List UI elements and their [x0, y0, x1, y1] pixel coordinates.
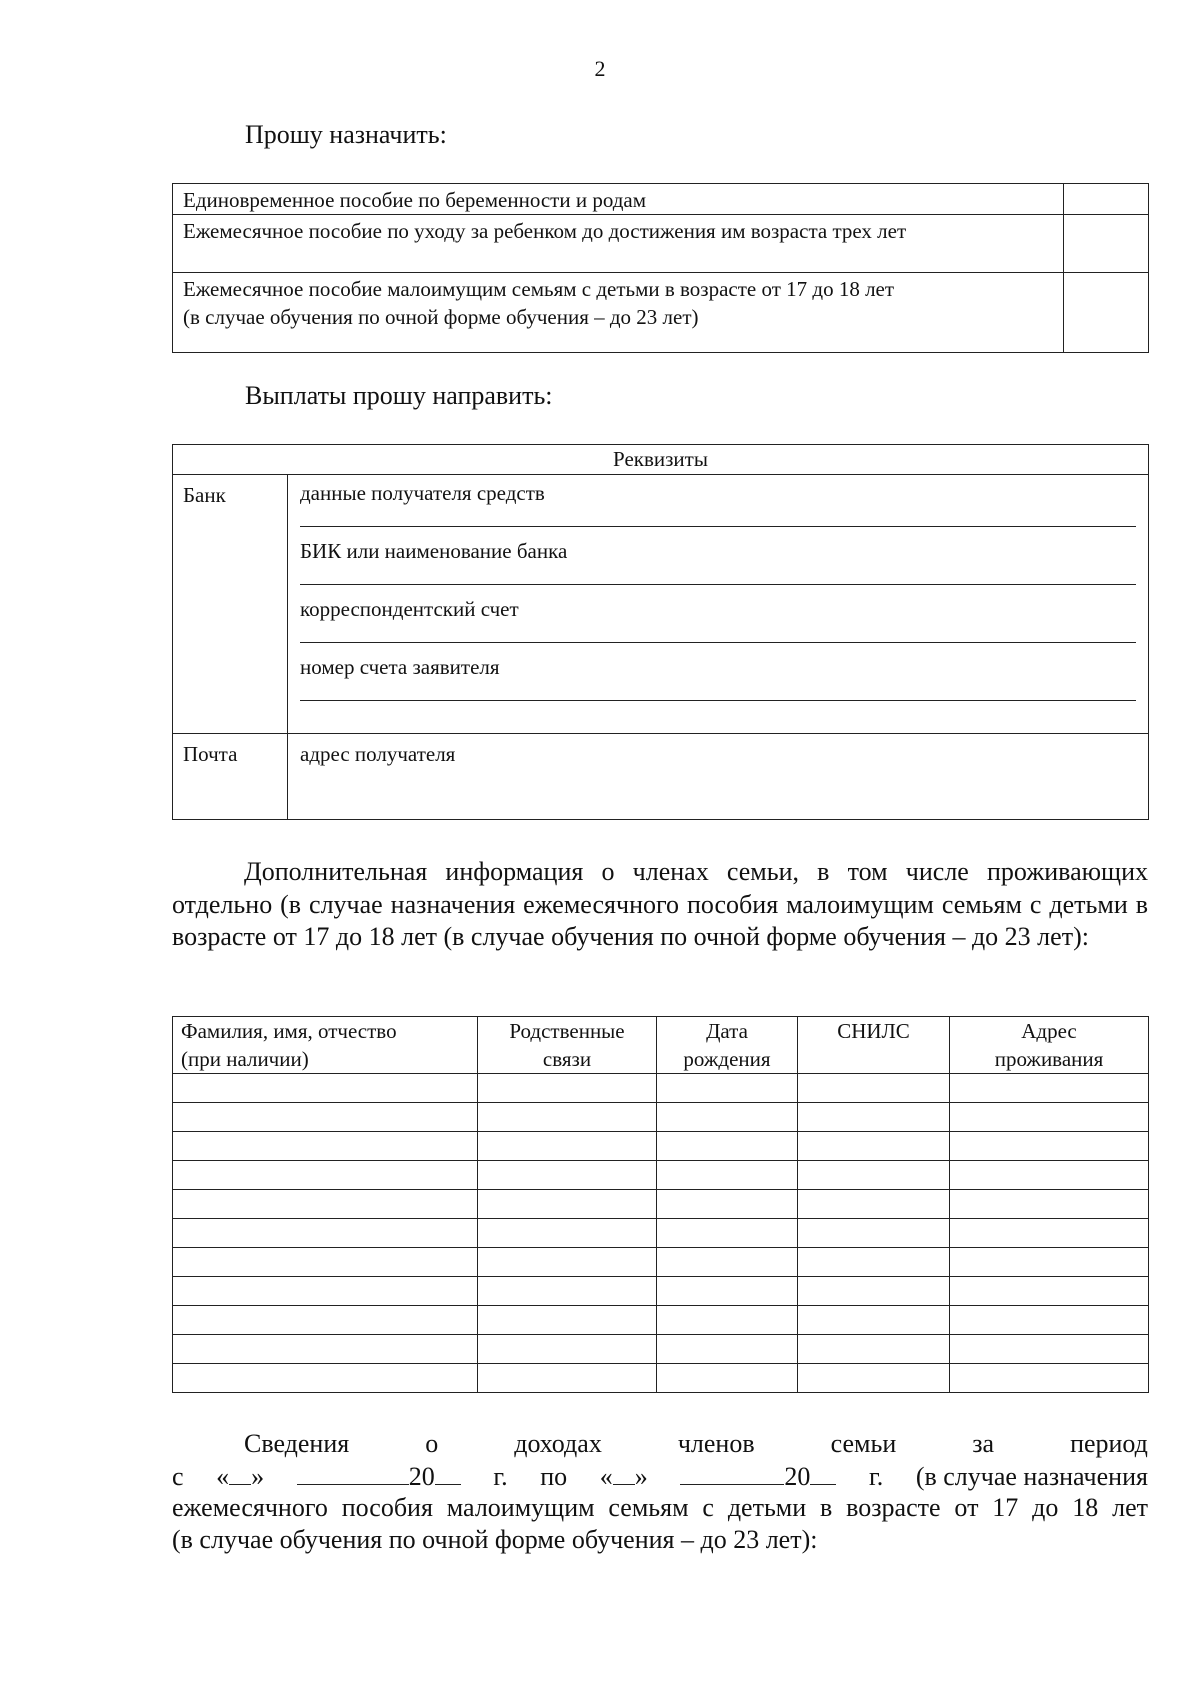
column-header-line: Адрес	[1021, 1019, 1077, 1043]
text-year-abbr: г.	[493, 1462, 508, 1491]
cell-name[interactable]	[173, 1161, 478, 1190]
cell-name[interactable]	[173, 1132, 478, 1161]
cell-birthdate[interactable]	[657, 1277, 798, 1306]
bank-field-label: номер счета заявителя	[300, 655, 500, 679]
word: период	[1070, 1429, 1148, 1458]
option-text-line: Ежемесячное пособие малоимущим семьям с детьми в возрасте от 17 до 18 лет	[183, 277, 895, 301]
text-s: с	[172, 1462, 184, 1491]
cell-birthdate[interactable]	[657, 1335, 798, 1364]
option-checkbox[interactable]	[1064, 184, 1149, 215]
column-header-snils	[798, 1017, 950, 1074]
month-year-field-2[interactable]	[680, 1460, 836, 1494]
word: о	[425, 1429, 439, 1458]
cell-address[interactable]	[950, 1335, 1149, 1364]
income-line-1	[172, 1428, 1148, 1461]
family-member-row	[173, 1364, 1149, 1393]
cell-birthdate[interactable]	[657, 1074, 798, 1103]
column-header-line: Родственные	[509, 1019, 625, 1043]
year-prefix: 20	[408, 1462, 435, 1491]
family-members-table	[172, 1016, 1149, 1393]
family-member-row	[173, 1306, 1149, 1335]
bank-field-label: данные получателя средств	[300, 481, 545, 505]
family-member-row	[173, 1132, 1149, 1161]
cell-relation[interactable]	[478, 1074, 657, 1103]
family-member-row	[173, 1103, 1149, 1132]
income-line-3: ежемесячного пособия малоимущим семьям с детьми в возрасте от 17 до 18 лет	[172, 1493, 1148, 1522]
cell-snils[interactable]	[798, 1103, 950, 1132]
cell-birthdate[interactable]	[657, 1306, 798, 1335]
cell-name[interactable]	[173, 1277, 478, 1306]
bank-label: Банк	[173, 475, 288, 734]
cell-address[interactable]	[950, 1161, 1149, 1190]
cell-address[interactable]	[950, 1277, 1149, 1306]
text-year-abbr: г.	[868, 1462, 884, 1491]
cell-snils[interactable]	[798, 1277, 950, 1306]
year-blank	[435, 1460, 461, 1485]
quote-open: «	[599, 1462, 613, 1491]
cell-address[interactable]	[950, 1074, 1149, 1103]
fill-line	[300, 584, 1136, 585]
column-header-line: Фамилия, имя, отчество	[181, 1019, 397, 1043]
benefit-options-table	[172, 183, 1149, 353]
cell-relation[interactable]	[478, 1306, 657, 1335]
income-line-4: (в случае обучения по очной форме обучения – до 23 лет):	[172, 1525, 818, 1554]
cell-name[interactable]	[173, 1103, 478, 1132]
year-blank	[810, 1460, 836, 1485]
income-line-2	[172, 1460, 1148, 1494]
bank-field-label: корреспондентский счет	[300, 597, 519, 621]
bank-field-label: БИК или наименование банка	[300, 539, 568, 563]
word: семьи	[830, 1429, 897, 1458]
option-text: Ежемесячное пособие по уходу за ребенком до достижения им возраста трех лет	[173, 215, 1064, 273]
cell-name[interactable]	[173, 1219, 478, 1248]
cell-name[interactable]	[173, 1190, 478, 1219]
column-header-line: рождения	[683, 1047, 771, 1071]
column-header-line: Дата	[706, 1019, 748, 1043]
family-member-row	[173, 1161, 1149, 1190]
option-checkbox[interactable]	[1064, 273, 1149, 353]
cell-name[interactable]	[173, 1306, 478, 1335]
cell-address[interactable]	[950, 1364, 1149, 1393]
month-year-field-1[interactable]	[297, 1460, 461, 1494]
quote-close: »	[634, 1462, 648, 1491]
column-header-address	[950, 1017, 1149, 1074]
word: доходах	[514, 1429, 602, 1458]
text-po: по	[540, 1462, 568, 1491]
family-info-paragraph: Дополнительная информация о членах семьи, в том числе проживающих отдельно (в случае назначения ежемесячного пособия малоимущим семьям с детьми в возрасте от 17 до 18 лет (в случае обучения по очной форме обучения – до 23 лет):	[172, 857, 1148, 951]
bank-field[interactable]	[300, 595, 1136, 653]
cell-birthdate[interactable]	[657, 1190, 798, 1219]
bank-field[interactable]	[300, 479, 1136, 537]
cell-snils[interactable]	[798, 1335, 950, 1364]
cell-relation[interactable]	[478, 1364, 657, 1393]
fill-line	[300, 700, 1136, 701]
cell-snils[interactable]	[798, 1248, 950, 1277]
requisites-table	[172, 444, 1149, 820]
family-member-row	[173, 1074, 1149, 1103]
family-member-row	[173, 1190, 1149, 1219]
column-header-name	[173, 1017, 478, 1074]
column-header-line: СНИЛС	[837, 1019, 910, 1043]
quote-close: »	[251, 1462, 265, 1491]
family-member-row	[173, 1248, 1149, 1277]
text-tail: (в случае назначения	[915, 1462, 1148, 1491]
post-field[interactable]	[288, 734, 1149, 820]
word: членов	[677, 1429, 755, 1458]
cell-relation[interactable]	[478, 1277, 657, 1306]
option-checkbox[interactable]	[1064, 215, 1149, 273]
page-number: 2	[594, 56, 606, 81]
payment-heading: Выплаты прошу направить:	[245, 381, 553, 410]
day-blank	[229, 1460, 251, 1485]
cell-snils[interactable]	[798, 1219, 950, 1248]
word: за	[972, 1429, 995, 1458]
cell-relation[interactable]	[478, 1161, 657, 1190]
cell-address[interactable]	[950, 1248, 1149, 1277]
month-blank	[297, 1460, 409, 1485]
assign-heading: Прошу назначить:	[245, 120, 447, 149]
column-header-line: проживания	[994, 1047, 1104, 1071]
bank-field[interactable]	[300, 537, 1136, 595]
bank-fields	[288, 475, 1149, 734]
column-header-line: (при наличии)	[181, 1047, 309, 1071]
cell-relation[interactable]	[478, 1335, 657, 1364]
column-header-birthdate	[657, 1017, 798, 1074]
cell-snils[interactable]	[798, 1364, 950, 1393]
option-text: Единовременное пособие по беременности и родам	[173, 184, 1064, 215]
cell-name[interactable]	[173, 1074, 478, 1103]
post-label: Почта	[173, 734, 288, 820]
cell-address[interactable]	[950, 1306, 1149, 1335]
column-header-relation	[478, 1017, 657, 1074]
cell-snils[interactable]	[798, 1190, 950, 1219]
cell-relation[interactable]	[478, 1103, 657, 1132]
year-prefix: 20	[784, 1462, 811, 1491]
family-member-row	[173, 1335, 1149, 1364]
family-table-header	[173, 1017, 1149, 1074]
quote-open: «	[216, 1462, 230, 1491]
requisites-title: Реквизиты	[173, 445, 1149, 475]
cell-relation[interactable]	[478, 1190, 657, 1219]
day-field-1[interactable]	[216, 1460, 264, 1494]
cell-snils[interactable]	[798, 1306, 950, 1335]
option-text	[173, 273, 1064, 353]
fill-line	[300, 642, 1136, 643]
word: Сведения	[244, 1429, 350, 1458]
day-blank	[613, 1460, 635, 1485]
month-blank	[680, 1460, 784, 1485]
cell-birthdate[interactable]	[657, 1161, 798, 1190]
cell-name[interactable]	[173, 1364, 478, 1393]
option-text-line: (в случае обучения по очной форме обучения – до 23 лет)	[183, 305, 699, 329]
cell-relation[interactable]	[478, 1132, 657, 1161]
family-member-row	[173, 1219, 1149, 1248]
cell-address[interactable]	[950, 1132, 1149, 1161]
cell-name[interactable]	[173, 1248, 478, 1277]
cell-address[interactable]	[950, 1219, 1149, 1248]
cell-address[interactable]	[950, 1190, 1149, 1219]
cell-relation[interactable]	[478, 1248, 657, 1277]
cell-birthdate[interactable]	[657, 1219, 798, 1248]
post-field-label: адрес получателя	[300, 742, 456, 766]
fill-line	[300, 526, 1136, 527]
cell-birthdate[interactable]	[657, 1248, 798, 1277]
cell-birthdate[interactable]	[657, 1364, 798, 1393]
cell-snils[interactable]	[798, 1132, 950, 1161]
column-header-line: связи	[542, 1047, 592, 1071]
day-field-2[interactable]	[600, 1460, 648, 1494]
cell-address[interactable]	[950, 1103, 1149, 1132]
cell-relation[interactable]	[478, 1219, 657, 1248]
cell-snils[interactable]	[798, 1161, 950, 1190]
family-member-row	[173, 1277, 1149, 1306]
cell-name[interactable]	[173, 1335, 478, 1364]
cell-birthdate[interactable]	[657, 1103, 798, 1132]
cell-snils[interactable]	[798, 1074, 950, 1103]
bank-field[interactable]	[300, 653, 1136, 711]
cell-birthdate[interactable]	[657, 1132, 798, 1161]
